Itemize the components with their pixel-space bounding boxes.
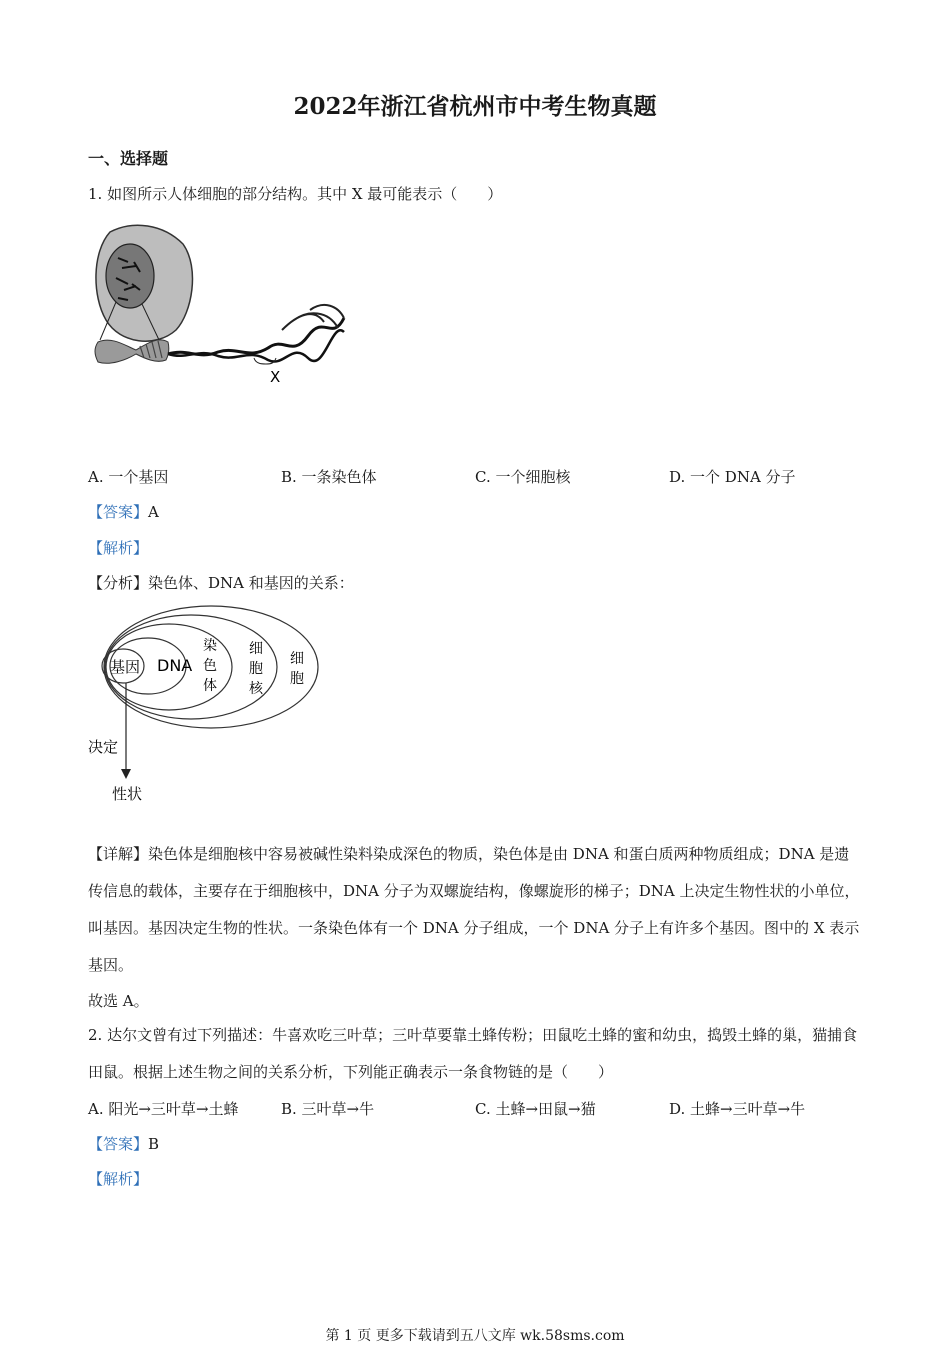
q1-option-a: A. 一个基因 — [88, 468, 169, 486]
detail-text: 染色体是细胞核中容易被碱性染料染成深色的物质，染色体是由 DNA 和蛋白质两种物质组成；DNA 是遗传信息的载体，主要存在于细胞核中，DNA 分子为双螺旋结构，像螺旋形的梯子；DNA 上决定生物性状的小单位，叫基因。基因决定生物的性状。一条染色体有一个 DNA 分子组成，一个 DNA 分子上有许多个基因。图中的 X 表示基因。 — [88, 845, 860, 974]
cell-nucleus — [106, 244, 154, 308]
chromosome-label-3: 体 — [203, 678, 217, 694]
q2-answer: B — [148, 1135, 160, 1153]
arrow-head-icon — [121, 769, 131, 779]
q1-answer-line — [88, 501, 159, 522]
chromosome-label-2: 色 — [203, 658, 217, 674]
answer-tag: 【答案】 — [88, 1135, 149, 1153]
q2-answer-line — [88, 1133, 159, 1154]
q2-option-d: D. 土蜂→三叶草→牛 — [669, 1100, 806, 1118]
fenxi-tag: 【分析】 — [88, 574, 149, 592]
q1-conclusion: 故选 A。 — [88, 992, 149, 1010]
q1-stem: 1. 如图所示人体细胞的部分结构。其中 X 最可能表示（ ） — [88, 185, 503, 203]
page-title: 2022年浙江省杭州市中考生物真题 — [293, 93, 657, 120]
chromosome-label-1: 染 — [203, 638, 217, 654]
q1-option-c: C. 一个细胞核 — [475, 468, 571, 486]
answer-tag: 【答案】 — [88, 503, 149, 521]
nucleus-label-2: 胞 — [249, 661, 263, 677]
dna-label: DNA — [157, 656, 193, 675]
x-label: X — [270, 368, 281, 386]
q1-fenxi-line — [88, 572, 354, 593]
q2-option-b: B. 三叶草→牛 — [281, 1100, 375, 1118]
decide-label: 决定 — [88, 738, 119, 756]
q1-option-d: D. 一个 DNA 分子 — [669, 468, 796, 486]
cell-label-1: 细 — [290, 651, 304, 667]
nested-ellipse-diagram — [86, 603, 326, 808]
gene-label: 基因 — [110, 658, 141, 676]
trait-label: 性状 — [112, 785, 143, 803]
q2-analysis-tag: 【解析】 — [88, 1170, 149, 1188]
q1-answer: A — [148, 503, 159, 521]
nucleus-label-3: 核 — [249, 681, 263, 697]
q2-stem: 2. 达尔文曾有过下列描述：牛喜欢吃三叶草；三叶草要靠土蜂传粉；田鼠吃土蜂的蜜和幼虫，捣毁土蜂的巢，猫捕食田鼠。根据上述生物之间的关系分析，下列能正确表示一条食物链的是（ ） — [88, 1026, 858, 1081]
chromosome — [95, 340, 169, 363]
q2-option-a: A. 阳光→三叶草→土蜂 — [88, 1100, 239, 1118]
cell-label-2: 胞 — [290, 671, 304, 687]
q1-option-b: B. 一条染色体 — [281, 468, 377, 486]
nucleus-label-1: 细 — [249, 641, 263, 657]
fenxi-text: 染色体、DNA 和基因的关系： — [148, 574, 354, 592]
q2-option-c: C. 土蜂→田鼠→猫 — [475, 1100, 596, 1118]
q1-analysis-tag: 【解析】 — [88, 539, 149, 557]
detail-tag: 【详解】 — [88, 845, 149, 863]
cell-dna-figure — [88, 218, 358, 390]
page-footer: 第 1 页 更多下载请到五八文库 wk.58sms.com — [325, 1328, 625, 1344]
q1-detail-paragraph — [88, 836, 863, 984]
section-heading: 一、选择题 — [88, 149, 169, 168]
